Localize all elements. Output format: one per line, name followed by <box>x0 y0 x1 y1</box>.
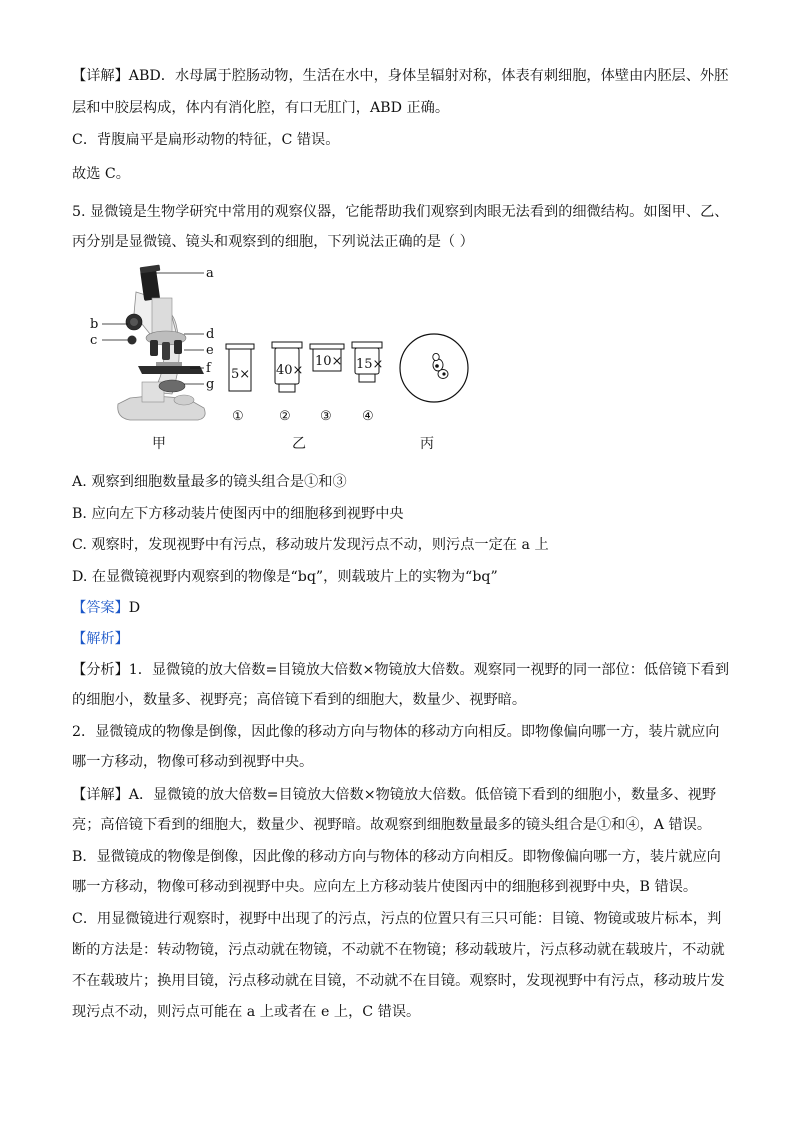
option-a: A. 观察到细胞数量最多的镜头组合是①和③ <box>72 474 347 490</box>
caption-jia: 甲 <box>152 436 166 452</box>
lens-1-mag: 5× <box>231 367 251 382</box>
detail-line-1: 【详解】A．显微镜的放大倍数=目镜放大倍数×物镜放大倍数。低倍镜下看到的细胞小，数量多、视野 <box>72 787 717 803</box>
lens-2-mag: 40× <box>276 363 304 378</box>
field-of-view-circle <box>400 334 468 402</box>
analysis-label: 【解析】 <box>72 631 129 647</box>
label-d: d <box>206 327 215 342</box>
lens-1-num: ① <box>232 409 244 424</box>
microscope-illustration <box>118 265 205 420</box>
detail-line-5: C．用显微镜进行观察时，视野中出现了的污点，污点的位置只有三只可能：目镜、物镜或玻片标本，判 <box>72 911 722 927</box>
detail-line-2: 亮；高倍镜下看到的细胞大，数量少、视野暗。故观察到细胞数量最多的镜头组合是①和④，A 错误。 <box>72 817 712 833</box>
detail-line-7: 不在载玻片；换用目镜，污点移动就在目镜，不动就不在目镜。观察时，发现视野中有污点，移动玻片发 <box>72 973 725 989</box>
analysis-line-4: 哪一方移动，物像可移动到视野中央。 <box>72 754 314 770</box>
analysis-line-1: 【分析】1．显微镜的放大倍数=目镜放大倍数×物镜放大倍数。观察同一视野的同一部位：低倍镜下看到 <box>72 662 730 678</box>
lens-2-num: ② <box>279 409 291 424</box>
lens-4-num: ④ <box>362 409 374 424</box>
question-stem-line-1: 5. 显微镜是生物学研究中常用的观察仪器，它能帮助我们观察到肉眼无法看到的细微结构。如图甲、乙、 <box>72 204 729 220</box>
label-e: e <box>206 343 214 358</box>
label-c: c <box>90 333 98 348</box>
answer-label: 【答案】 <box>72 600 129 616</box>
lens-3-mag: 10× <box>315 354 343 369</box>
answer-line <box>72 598 140 618</box>
option-c: C. 观察时，发现视野中有污点，移动玻片发现污点不动，则污点一定在 a 上 <box>72 537 549 553</box>
label-b: b <box>90 317 99 332</box>
lens-4-mag: 15× <box>356 357 384 372</box>
label-g: g <box>206 377 215 392</box>
prev-detail-line-2: 层和中胶层构成，体内有消化腔，有口无肛门，ABD 正确。 <box>72 100 450 116</box>
question-figure <box>80 262 500 462</box>
analysis-line-3: 2．显微镜成的物像是倒像，因此像的移动方向与物体的移动方向相反。即物像偏向哪一方，装片就应向 <box>72 724 720 740</box>
analysis-line-2: 的细胞小，数量多、视野亮；高倍镜下看到的细胞大，数量少、视野暗。 <box>72 692 527 708</box>
detail-line-6: 断的方法是：转动物镜，污点动就在物镜，不动就不在物镜；移动载玻片，污点移动就在载玻片，不动就 <box>72 942 725 958</box>
label-f: f <box>206 361 211 376</box>
caption-yi: 乙 <box>292 436 306 452</box>
label-a: a <box>206 266 214 281</box>
detail-line-3: B．显微镜成的物像是倒像，因此像的移动方向与物体的移动方向相反。即物像偏向哪一方，装片就应向 <box>72 849 721 865</box>
prev-detail-line-1: 【详解】ABD．水母属于腔肠动物，生活在水中，身体呈辐射对称，体表有刺细胞，体壁由内胚层、外胚 <box>72 68 729 84</box>
detail-line-4: 哪一方移动，物像可移动到视野中央。应向左上方移动装片使图丙中的细胞移到视野中央，B 错误。 <box>72 879 698 895</box>
prev-choose-line: 故选 C。 <box>72 166 130 182</box>
lens-3-num: ③ <box>320 409 332 424</box>
prev-c-line: C．背腹扁平是扁形动物的特征，C 错误。 <box>72 132 340 148</box>
question-stem-line-2: 丙分别是显微镜、镜头和观察到的细胞，下列说法正确的是（ ） <box>72 234 474 250</box>
option-d: D. 在显微镜视野内观察到的物像是“bq”，则载玻片上的实物为“bq” <box>72 569 498 585</box>
answer-value: D <box>128 600 141 616</box>
option-b: B. 应向左下方移动装片使图丙中的细胞移到视野中央 <box>72 506 404 522</box>
caption-bing: 丙 <box>420 436 434 452</box>
detail-line-8: 现污点不动，则污点可能在 a 上或者在 e 上，C 错误。 <box>72 1004 421 1020</box>
